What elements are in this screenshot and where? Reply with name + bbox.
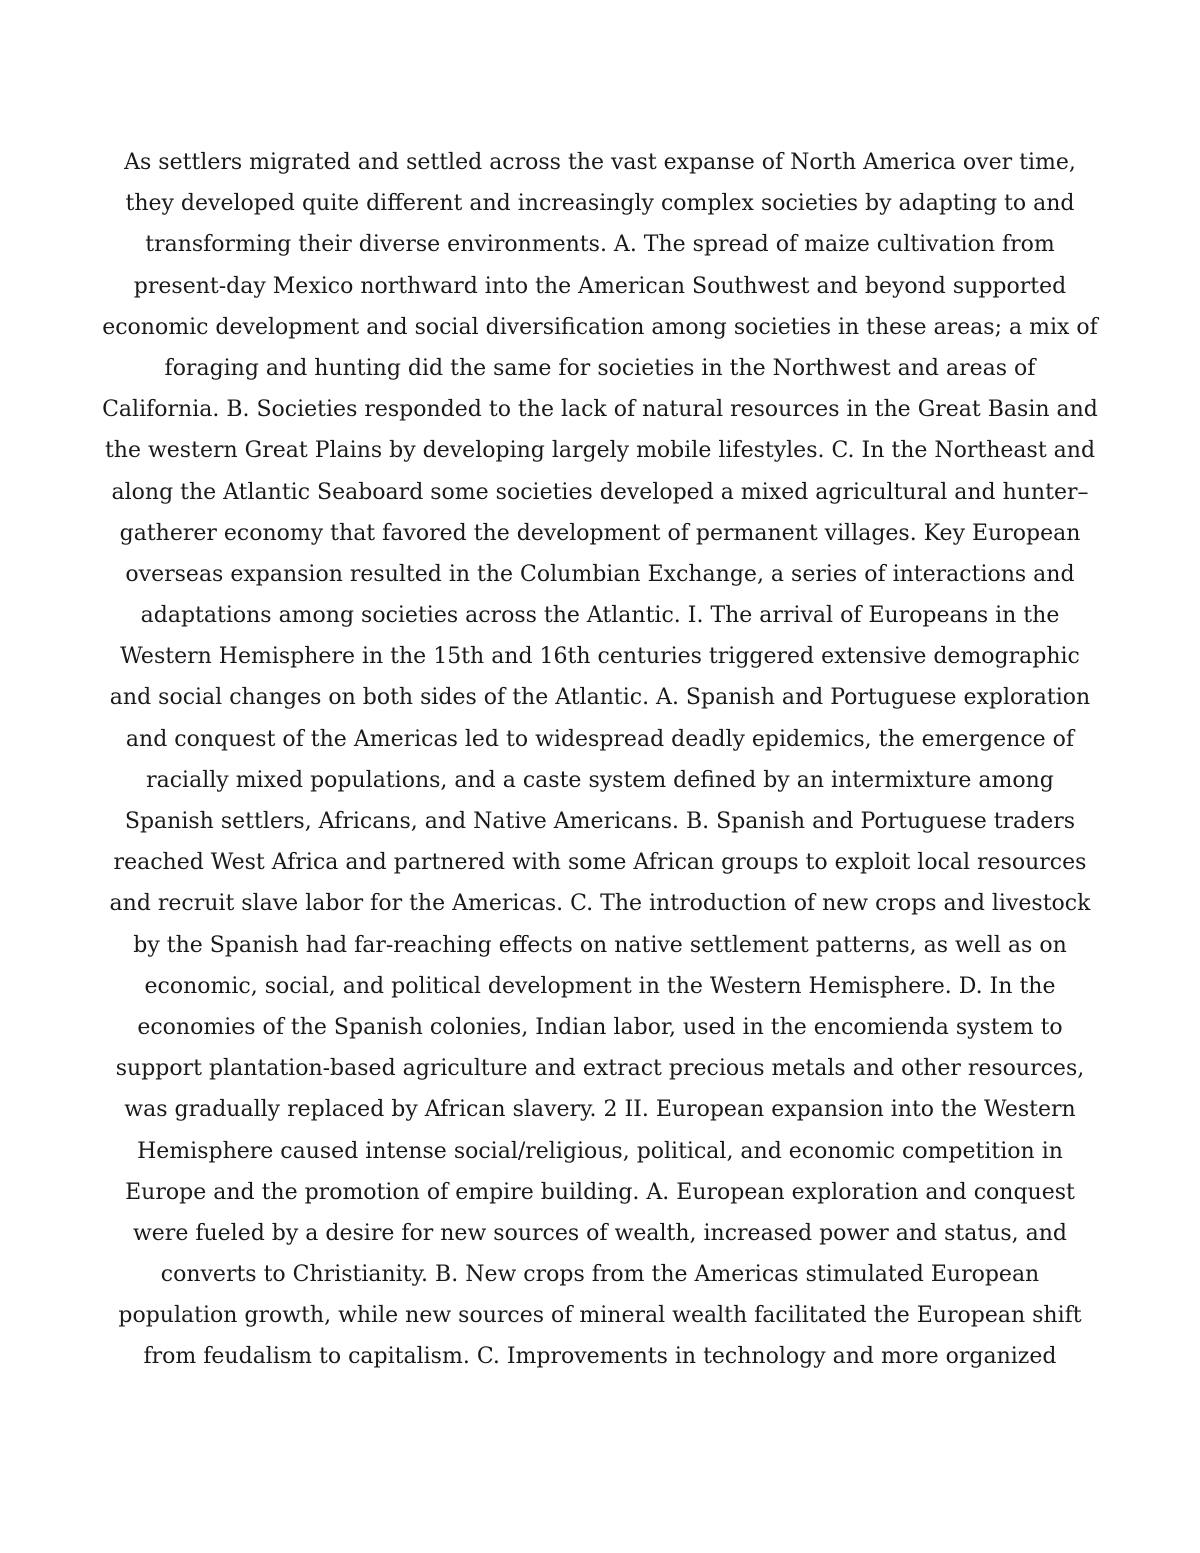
text-line-12: adaptations among societies across the Atlantic. I. The arrival of Europeans in the bbox=[140, 603, 1060, 629]
text-line-18: reached West Africa and partnered with some African groups to exploit local resources bbox=[113, 850, 1087, 876]
text-line-24: was gradually replaced by African slavery. 2 II. European expansion into the Western bbox=[124, 1097, 1076, 1123]
text-line-3: transforming their diverse environments. A. The spread of maize cultivation from bbox=[145, 232, 1055, 258]
text-line-14: and social changes on both sides of the Atlantic. A. Spanish and Portuguese exploration bbox=[109, 685, 1091, 711]
text-line-13: Western Hemisphere in the 15th and 16th centuries triggered extensive demographic bbox=[120, 644, 1080, 670]
text-line-2: they developed quite different and increasingly complex societies by adapting to and bbox=[125, 191, 1075, 217]
text-line-15: and conquest of the Americas led to widespread deadly epidemics, the emergence of bbox=[125, 726, 1075, 752]
text-line-9: along the Atlantic Seaboard some societies developed a mixed agricultural and hunter– bbox=[111, 479, 1089, 505]
text-line-26: Europe and the promotion of empire building. A. European exploration and conquest bbox=[125, 1179, 1075, 1205]
text-line-17: Spanish settlers, Africans, and Native Americans. B. Spanish and Portuguese traders bbox=[124, 809, 1076, 834]
text-line-1: As settlers migrated and settled across the vast expanse of North America over time, bbox=[124, 150, 1076, 175]
text-line-19: and recruit slave labor for the Americas. C. The introduction of new crops and livestock bbox=[109, 891, 1091, 917]
body-text bbox=[100, 142, 1100, 1378]
text-line-6: foraging and hunting did the same for societies in the Northwest and areas of bbox=[164, 355, 1036, 381]
text-line-8: the western Great Plains by developing largely mobile lifestyles. C. In the Northeast and bbox=[104, 438, 1096, 464]
text-line-27: were fueled by a desire for new sources of wealth, increased power and status, and bbox=[132, 1220, 1068, 1246]
text-line-23: support plantation-based agriculture and extract precious metals and other resources, bbox=[115, 1056, 1085, 1082]
text-line-30: from feudalism to capitalism. C. Improvements in technology and more organized bbox=[143, 1344, 1057, 1370]
text-line-28: converts to Christianity. B. New crops from the Americas stimulated European bbox=[160, 1262, 1040, 1288]
text-line-25: Hemisphere caused intense social/religious, political, and economic competition in bbox=[137, 1138, 1063, 1164]
text-line-7: California. B. Societies responded to the lack of natural resources in the Great Basin and bbox=[102, 397, 1098, 423]
text-line-29: population growth, while new sources of mineral wealth facilitated the European shift bbox=[118, 1303, 1082, 1329]
text-line-11: overseas expansion resulted in the Columbian Exchange, a series of interactions and bbox=[125, 561, 1075, 587]
text-line-21: economic, social, and political development in the Western Hemisphere. D. In the bbox=[144, 973, 1056, 999]
text-line-4: present-day Mexico northward into the American Southwest and beyond supported bbox=[133, 273, 1067, 299]
text-line-22: economies of the Spanish colonies, Indian labor, used in the encomienda system to bbox=[137, 1014, 1063, 1040]
text-line-5: economic development and social diversification among societies in these areas; a mix of bbox=[102, 314, 1098, 340]
text-line-20: by the Spanish had far-reaching effects on native settlement patterns, as well as on bbox=[133, 932, 1067, 958]
text-line-10: gatherer economy that favored the development of permanent villages. Key European bbox=[119, 520, 1081, 546]
text-line-16: racially mixed populations, and a caste system defined by an intermixture among bbox=[146, 767, 1054, 793]
